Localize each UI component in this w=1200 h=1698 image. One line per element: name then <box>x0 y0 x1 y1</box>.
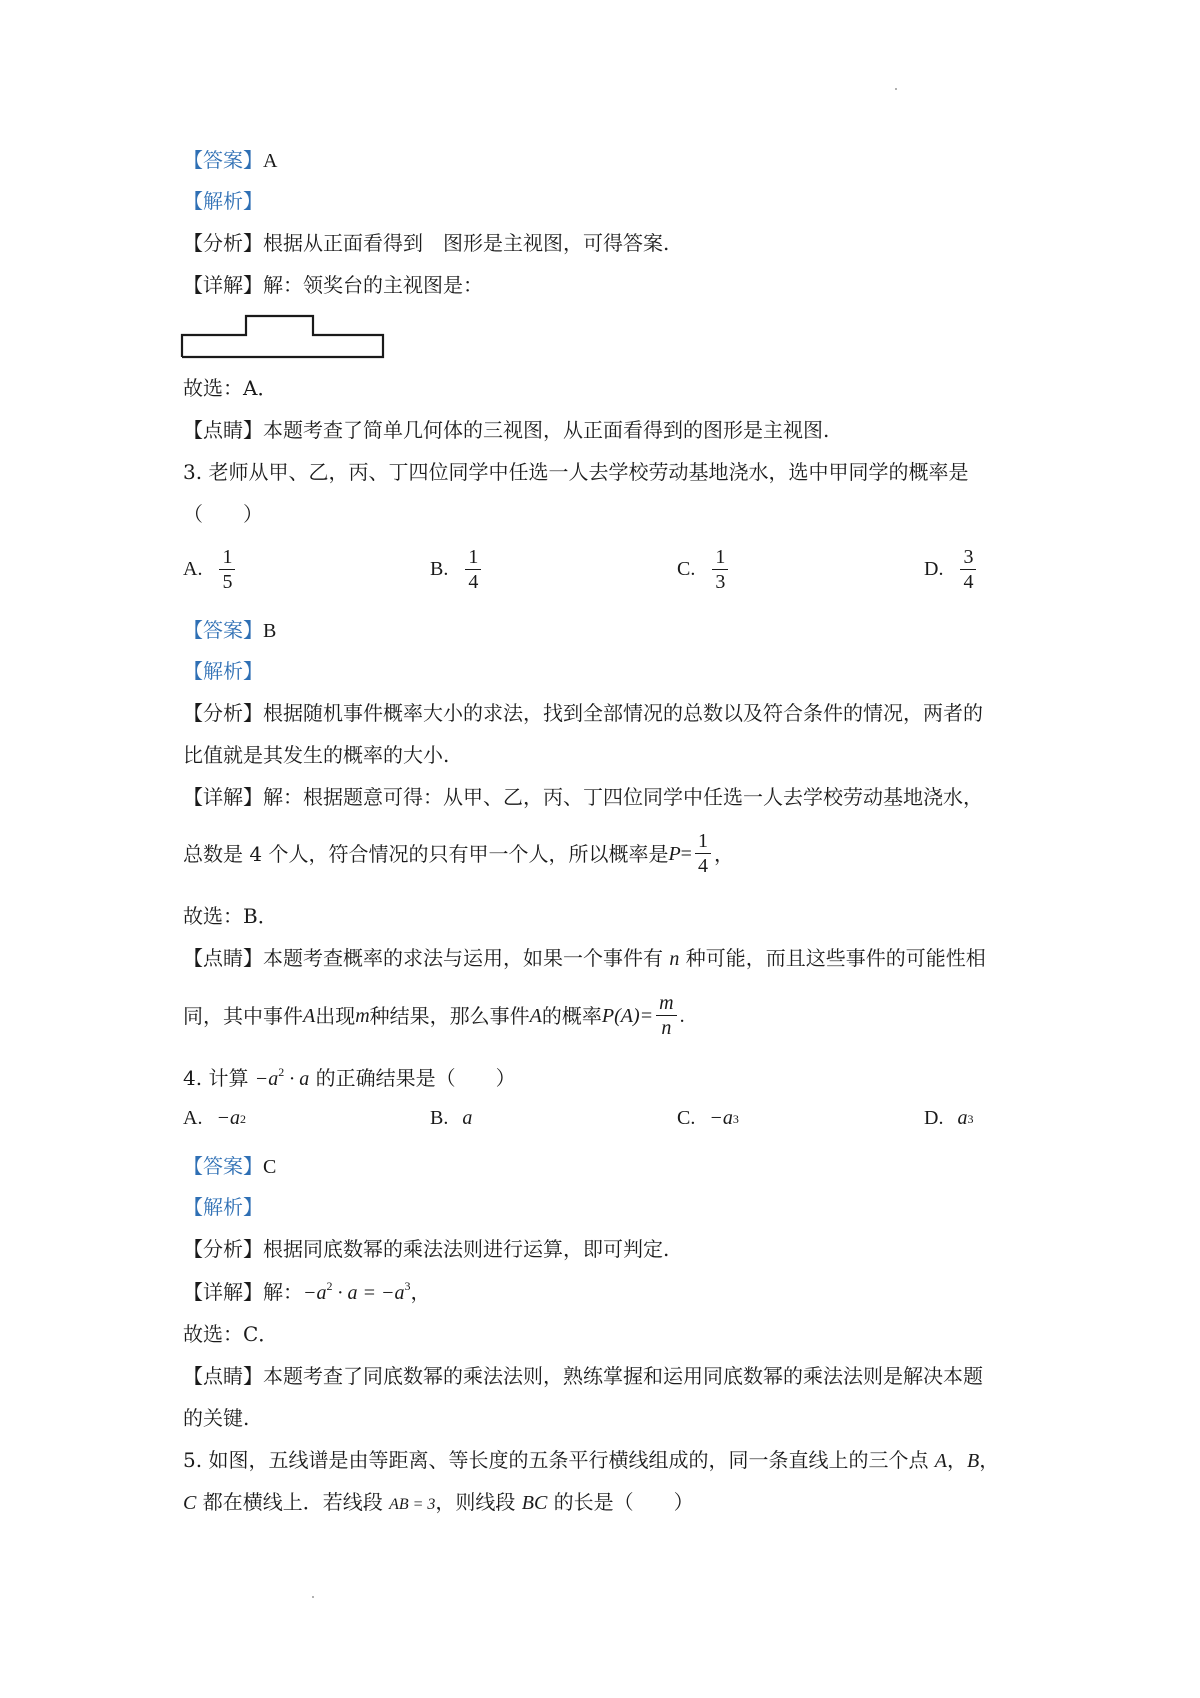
q4-option-a: A. −a 2 <box>183 1107 246 1129</box>
scan-dot-bottom <box>312 1596 314 1598</box>
q3-option-c <box>677 545 731 594</box>
q4-dianjing-line1 <box>183 1362 983 1390</box>
option-base: a <box>462 1107 473 1129</box>
q2-fenxi-line <box>183 229 669 257</box>
text-segment: 的概率 <box>541 1003 602 1028</box>
q4-analysis-tag-line <box>183 1193 263 1221</box>
var-A: A <box>303 1004 316 1027</box>
probability-fraction: $\frac{1}{4}$ <box>695 829 711 878</box>
option-key: A. <box>183 1107 203 1129</box>
q3-stem-text1: 3. 老师从甲、乙，丙、丁四位同学中任选一人去学校劳动基地浇水，选中甲同学的概率是 <box>183 460 969 484</box>
q3-dianjing-line1 <box>183 944 986 973</box>
q3-stem-text2: （ ） <box>183 502 263 526</box>
q3-stem-line1 <box>183 458 968 486</box>
comma: ， <box>947 1448 968 1472</box>
q3-answer-value: B <box>263 620 277 642</box>
analysis-tag: 【解析】 <box>183 659 263 683</box>
q3-xiangjie-line1 <box>183 783 983 811</box>
q3-stem-line2 <box>183 500 263 528</box>
var-n: n <box>669 948 680 970</box>
option-base: −a <box>709 1107 733 1129</box>
q4-dianjing-line2 <box>183 1404 249 1432</box>
text-segment: 出现 <box>315 1003 356 1028</box>
scan-dot-top <box>895 88 897 90</box>
option-key: B. <box>430 558 449 580</box>
q3-option-d <box>924 545 979 594</box>
answer-tag: 【答案】 <box>183 148 263 172</box>
analysis-tag: 【解析】 <box>183 189 263 213</box>
segment-AB-expr: AB = 3 <box>389 1496 436 1513</box>
answer-tag: 【答案】 <box>183 618 263 642</box>
q4-xiangjie-prefix: 解： <box>263 1280 303 1304</box>
q4-fenxi-line <box>183 1235 669 1263</box>
comma: ， <box>410 1280 431 1304</box>
q4-option-b <box>430 1107 472 1130</box>
q5-stem-text2c: 的长是（ ） <box>547 1490 694 1514</box>
option-key: A. <box>183 558 203 580</box>
q3-dianjing-text1b: 种可能，而且这些事件的可能性相 <box>679 946 986 970</box>
period: . <box>679 1004 685 1027</box>
xiangjie-tag: 【详解】 <box>183 273 263 297</box>
q4-stem-suffix: 的正确结果是（ ） <box>309 1066 516 1090</box>
q2-dianjing-line <box>183 416 829 444</box>
q4-dianjing-text2: 的关键. <box>183 1406 250 1430</box>
xiangjie-tag: 【详解】 <box>183 1280 263 1304</box>
q4-stem-prefix: 4. 计算 <box>183 1066 255 1090</box>
q2-guxuan-line <box>183 374 277 402</box>
q5-stem-text2a: 都在横线上．若线段 <box>196 1490 390 1514</box>
q2-guxuan-text: 故选：A． <box>183 376 278 400</box>
q3-dianjing-text1a: 本题考查概率的求法与运用，如果一个事件有 <box>263 946 670 970</box>
q2-xiangjie-text: 解：领奖台的主视图是： <box>263 273 483 297</box>
option-fraction: $\frac{3}{4}$ <box>960 545 976 594</box>
q3-dianjing-line2 <box>183 991 685 1040</box>
q4-xiangjie-expr1: −a <box>303 1282 327 1304</box>
var-A: A <box>529 1004 542 1027</box>
q4-stem-expr: −a <box>254 1068 279 1090</box>
dianjing-tag: 【点睛】 <box>183 1364 263 1388</box>
q4-answer-value: C <box>263 1156 277 1178</box>
dianjing-tag: 【点睛】 <box>183 946 263 970</box>
option-base: a <box>957 1107 968 1129</box>
q3-fenxi-line1 <box>183 699 983 727</box>
q3-fenxi-line2 <box>183 741 449 769</box>
q4-fenxi-text: 根据同底数幂的乘法法则进行运算，即可判定. <box>263 1237 670 1261</box>
q3-xiangjie-line2 <box>183 829 734 878</box>
q2-xiangjie-line <box>183 271 483 299</box>
q3-xiangjie-text2: 总数是 4 个人，符合情况的只有甲一个人，所以概率是 <box>183 841 669 866</box>
q4-answer-line <box>183 1152 276 1181</box>
q4-guxuan-text: 故选：C． <box>183 1322 279 1346</box>
podium-front-view-figure <box>180 313 390 359</box>
xiangjie-tag: 【详解】 <box>183 785 263 809</box>
q4-xiangjie-line <box>183 1278 431 1307</box>
q4-dianjing-text1: 本题考查了同底数幂的乘法法则，熟练掌握和运用同底数幂的乘法法则是解决本题 <box>263 1364 983 1388</box>
q3-guxuan-text: 故选：B． <box>183 904 278 928</box>
option-key: C. <box>677 558 696 580</box>
fenxi-tag: 【分析】 <box>183 1237 263 1261</box>
q5-stem-line1 <box>183 1446 999 1475</box>
segment-BC: BC <box>521 1492 548 1514</box>
text-segment: 同，其中事件 <box>183 1003 303 1028</box>
q3-xiangjie-text1: 解：根据题意可得：从甲、乙，丙、丁四位同学中任选一人去学校劳动基地浇水， <box>263 785 983 809</box>
podium-outline <box>182 316 383 357</box>
q3-guxuan-line <box>183 902 278 930</box>
q3-fenxi-text2: 比值就是其发生的概率的大小. <box>183 743 450 767</box>
q4-guxuan-line <box>183 1320 278 1348</box>
q4-option-d: D. a 3 <box>924 1107 974 1129</box>
option-key: D. <box>924 558 944 580</box>
point-C: C <box>183 1492 197 1514</box>
m-over-n-fraction: $\frac{m}{n}$ <box>656 991 676 1040</box>
option-fraction: $\frac{1}{4}$ <box>465 545 481 594</box>
option-key: B. <box>430 1107 449 1129</box>
q3-analysis-tag-line <box>183 657 263 685</box>
option-fraction: $\frac{1}{3}$ <box>712 545 728 594</box>
exponent: 2 <box>278 1065 285 1079</box>
option-key: D. <box>924 1107 944 1129</box>
comma: ， <box>713 841 734 866</box>
q4-option-c: C. −a 3 <box>677 1107 739 1129</box>
option-key: C. <box>677 1107 696 1129</box>
answer-tag: 【答案】 <box>183 1154 263 1178</box>
equals-sign: = <box>680 842 692 865</box>
q5-stem-line2 <box>183 1488 694 1519</box>
q4-stem-line <box>183 1064 516 1093</box>
fenxi-tag: 【分析】 <box>183 231 263 255</box>
text-segment: 种结果，那么事件 <box>369 1003 530 1028</box>
q2-fenxi-text: 根据从正面看得到 图形是主视图，可得答案. <box>263 231 670 255</box>
point-A: A <box>934 1450 948 1472</box>
q5-stem-text2b: ，则线段 <box>435 1490 522 1514</box>
q4-stem-mult: · a <box>284 1068 310 1090</box>
fenxi-tag: 【分析】 <box>183 701 263 725</box>
q4-xiangjie-expr2: · a = −a <box>332 1282 405 1304</box>
q5-stem-text1: 5. 如图，五线谱是由等距离、等长度的五条平行横线组成的，同一条直线上的三个点 <box>183 1448 935 1472</box>
var-m: m <box>355 1004 370 1027</box>
q3-fenxi-text1: 根据随机事件概率大小的求法，找到全部情况的总数以及符合条件的情况，两者的 <box>263 701 983 725</box>
exponent: 3 <box>404 1279 411 1293</box>
comma: ， <box>979 1448 1000 1472</box>
q2-answer-value: A <box>263 150 278 172</box>
q3-option-b <box>430 545 484 594</box>
point-B: B <box>967 1450 980 1472</box>
probability-symbol: P <box>668 842 681 865</box>
q2-dianjing-text: 本题考查了简单几何体的三视图，从正面看得到的图形是主视图. <box>263 418 830 442</box>
option-fraction: $\frac{1}{5}$ <box>219 545 235 594</box>
analysis-tag: 【解析】 <box>183 1195 263 1219</box>
q2-analysis-tag-line <box>183 187 263 215</box>
q2-answer-line <box>183 146 277 175</box>
option-base: −a <box>216 1107 240 1129</box>
q3-answer-line <box>183 616 276 645</box>
dianjing-tag: 【点睛】 <box>183 418 263 442</box>
exponent: 2 <box>326 1279 333 1293</box>
q3-option-a <box>183 545 238 594</box>
probability-expr: P(A)= <box>601 1004 654 1027</box>
